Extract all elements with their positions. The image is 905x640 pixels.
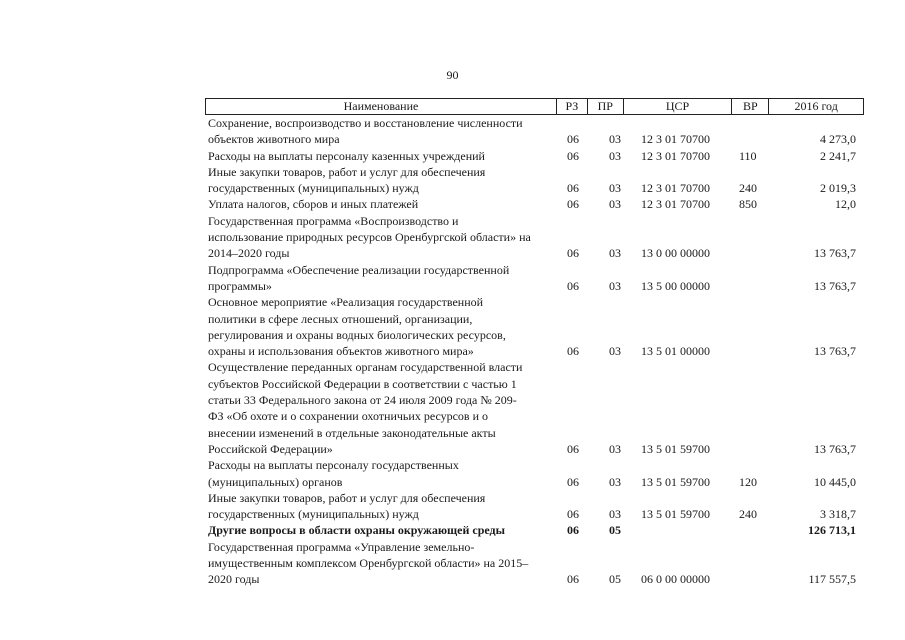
row-vr: 240 xyxy=(739,507,757,522)
row-rz: 06 xyxy=(567,181,579,196)
row-pr: 03 xyxy=(609,246,621,261)
row-pr: 05 xyxy=(609,523,621,538)
row-name-line: политики в сфере лесных отношений, организации, xyxy=(208,311,473,326)
row-values xyxy=(205,148,864,164)
table-row xyxy=(205,294,864,359)
row-csr: 13 5 01 59700 xyxy=(641,507,710,522)
row-pr: 03 xyxy=(609,474,621,489)
table-header xyxy=(205,98,864,115)
table-row xyxy=(205,148,864,164)
row-values xyxy=(205,180,864,196)
row-amount: 4 273,0 xyxy=(820,132,856,147)
row-amount: 13 763,7 xyxy=(814,344,856,359)
row-vr: 850 xyxy=(739,197,757,212)
row-rz: 06 xyxy=(567,197,579,212)
row-amount: 13 763,7 xyxy=(814,246,856,261)
header-rz: РЗ xyxy=(557,99,588,114)
row-name-line: субъектов Российской Федерации в соответствии с частью 1 xyxy=(208,376,517,391)
table-row xyxy=(205,196,864,212)
row-pr: 03 xyxy=(609,148,621,163)
row-values xyxy=(205,441,864,457)
row-name-line: Государственная программа «Воспроизводство и xyxy=(208,213,459,228)
row-rz: 06 xyxy=(567,148,579,163)
row-name-line: государственных (муниципальных) нужд xyxy=(208,507,419,522)
row-amount: 126 713,1 xyxy=(808,523,856,538)
row-pr: 03 xyxy=(609,344,621,359)
row-amount: 10 445,0 xyxy=(814,474,856,489)
row-rz: 06 xyxy=(567,132,579,147)
row-csr: 13 5 01 59700 xyxy=(641,474,710,489)
row-amount: 3 318,7 xyxy=(820,507,856,522)
row-pr: 03 xyxy=(609,181,621,196)
table-row xyxy=(205,115,864,148)
row-values xyxy=(205,131,864,147)
row-name-line: ФЗ «Об охоте и о сохранении охотничьих ресурсов и о xyxy=(208,409,489,424)
row-name-line: Расходы на выплаты персоналу государственных xyxy=(208,458,459,473)
row-name-line: Осуществление переданных органам государственной власти xyxy=(208,360,523,375)
table-row xyxy=(205,164,864,197)
row-csr: 12 3 01 70700 xyxy=(641,181,710,196)
row-values xyxy=(205,245,864,261)
row-csr: 13 0 00 00000 xyxy=(641,246,710,261)
row-amount: 2 019,3 xyxy=(820,181,856,196)
table-row xyxy=(205,539,864,588)
row-values xyxy=(205,278,864,294)
row-values xyxy=(205,474,864,490)
row-amount: 117 557,5 xyxy=(808,572,856,587)
header-pr: ПР xyxy=(588,99,624,114)
row-pr: 03 xyxy=(609,197,621,212)
row-csr: 12 3 01 70700 xyxy=(641,197,710,212)
row-csr: 12 3 01 70700 xyxy=(641,148,710,163)
row-name-line: использование природных ресурсов Оренбургской области» на xyxy=(208,230,531,245)
row-vr: 120 xyxy=(739,474,757,489)
row-name-line: Основное мероприятие «Реализация государственной xyxy=(208,295,484,310)
table-body xyxy=(205,115,864,588)
row-values xyxy=(205,571,864,587)
header-csr: ЦСР xyxy=(624,99,733,114)
row-values xyxy=(205,506,864,522)
row-amount: 12,0 xyxy=(835,197,856,212)
table-row xyxy=(205,490,864,523)
table-row xyxy=(205,213,864,262)
row-name-line: Подпрограмма «Обеспечение реализации государственной xyxy=(208,262,510,277)
row-csr: 06 0 00 00000 xyxy=(641,572,710,587)
table-row xyxy=(205,262,864,295)
row-values xyxy=(205,522,864,538)
row-values xyxy=(205,343,864,359)
row-name-line: статьи 33 Федерального закона от 24 июля 2009 года № 209- xyxy=(208,393,517,408)
row-name-line: объектов животного мира xyxy=(208,132,340,147)
header-name: Наименование xyxy=(206,99,557,114)
row-name-line: охраны и использования объектов животного мира» xyxy=(208,344,474,359)
row-amount: 13 763,7 xyxy=(814,278,856,293)
row-rz: 06 xyxy=(567,278,579,293)
row-amount: 13 763,7 xyxy=(814,441,856,456)
row-name-line: 2014–2020 годы xyxy=(208,246,290,261)
row-name-line: Иные закупки товаров, работ и услуг для обеспечения xyxy=(208,490,486,505)
row-name-line: (муниципальных) органов xyxy=(208,474,343,489)
row-csr: 12 3 01 70700 xyxy=(641,132,710,147)
row-pr: 03 xyxy=(609,507,621,522)
row-name-line: регулирования и охраны водных биологических ресурсов, xyxy=(208,327,506,342)
row-name-line: Государственная программа «Управление земельно- xyxy=(208,539,475,554)
row-rz: 06 xyxy=(567,246,579,261)
row-pr: 03 xyxy=(609,441,621,456)
row-name-line: Расходы на выплаты персоналу казенных учреждений xyxy=(208,148,485,163)
row-csr: 13 5 01 00000 xyxy=(641,344,710,359)
row-vr: 240 xyxy=(739,181,757,196)
row-name-line: Сохранение, воспроизводство и восстановление численности xyxy=(208,116,523,130)
row-name-line: Уплата налогов, сборов и иных платежей xyxy=(208,197,419,212)
table-row xyxy=(205,359,864,457)
page-number: 90 xyxy=(446,68,459,82)
row-rz: 06 xyxy=(567,523,579,538)
row-vr: 110 xyxy=(739,148,757,163)
table-row xyxy=(205,457,864,490)
row-rz: 06 xyxy=(567,572,579,587)
header-vr: ВР xyxy=(732,99,769,114)
row-csr: 13 5 01 59700 xyxy=(641,441,710,456)
row-name-line: 2020 годы xyxy=(208,572,260,587)
row-name-line: Другие вопросы в области охраны окружающей среды xyxy=(208,523,505,538)
table-row xyxy=(205,522,864,538)
row-amount: 2 241,7 xyxy=(820,148,856,163)
header-year: 2016 год xyxy=(794,99,838,113)
row-name-line: имущественным комплексом Оренбургской области» на 2015– xyxy=(208,556,529,571)
row-csr: 13 5 00 00000 xyxy=(641,278,710,293)
row-name-line: государственных (муниципальных) нужд xyxy=(208,181,419,196)
row-rz: 06 xyxy=(567,441,579,456)
row-name-line: Российской Федерации» xyxy=(208,441,333,456)
row-rz: 06 xyxy=(567,344,579,359)
budget-table xyxy=(205,98,864,588)
row-pr: 03 xyxy=(609,278,621,293)
row-name-line: программы» xyxy=(208,278,272,293)
row-rz: 06 xyxy=(567,474,579,489)
row-name-line: Иные закупки товаров, работ и услуг для обеспечения xyxy=(208,164,486,179)
row-name-line: внесении изменений в отдельные законодательные акты xyxy=(208,425,496,440)
row-pr: 05 xyxy=(609,572,621,587)
row-pr: 03 xyxy=(609,132,621,147)
row-values xyxy=(205,196,864,212)
row-rz: 06 xyxy=(567,507,579,522)
